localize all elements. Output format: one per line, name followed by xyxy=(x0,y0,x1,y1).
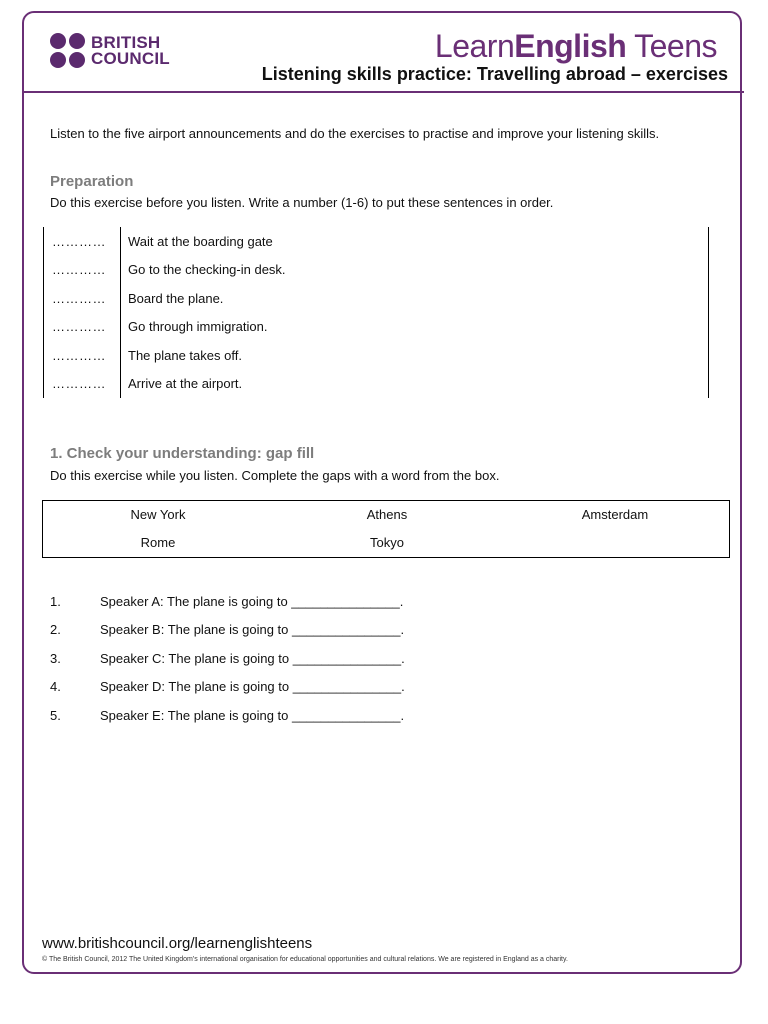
sentence-text: Go to the checking-in desk. xyxy=(128,262,286,277)
answer-blank[interactable]: ………… xyxy=(52,348,106,363)
question-text: Speaker E: The plane is going to _______________. xyxy=(100,708,405,723)
question-number: 5. xyxy=(50,708,61,723)
british-council-dots-icon xyxy=(50,33,85,68)
gap-fill-heading: 1. Check your understanding: gap fill xyxy=(50,445,315,462)
answer-blank[interactable]: ………… xyxy=(52,376,106,391)
document-title: Listening skills practice: Travelling abroad – exercises xyxy=(261,64,728,84)
word-option: New York xyxy=(130,507,186,522)
answer-blank[interactable]: ………… xyxy=(52,262,106,277)
question-text: Speaker C: The plane is going to _______________. xyxy=(100,651,405,666)
table-column-divider xyxy=(120,227,121,398)
page-frame xyxy=(22,11,742,974)
word-option: Athens xyxy=(366,507,408,522)
answer-blank[interactable]: ………… xyxy=(52,234,106,249)
header-divider xyxy=(22,91,744,93)
british-council-logo xyxy=(50,33,170,68)
footer-url[interactable]: www.britishcouncil.org/learnenglishteens xyxy=(42,935,313,952)
question-number: 4. xyxy=(50,679,61,694)
sentence-text: Board the plane. xyxy=(128,291,224,306)
logo-line-1: BRITISH xyxy=(91,32,161,52)
word-option: Rome xyxy=(140,535,176,550)
sentence-text: Wait at the boarding gate xyxy=(128,234,273,249)
sentence-text: Go through immigration. xyxy=(128,319,268,334)
question-text: Speaker B: The plane is going to _______________. xyxy=(100,622,405,637)
answer-blank[interactable]: ………… xyxy=(52,291,106,306)
question-text: Speaker A: The plane is going to _______________. xyxy=(100,594,404,609)
word-option: Amsterdam xyxy=(581,507,649,522)
question-number: 3. xyxy=(50,651,61,666)
sentence-text: The plane takes off. xyxy=(128,348,242,363)
gap-fill-instruction: Do this exercise while you listen. Complete the gaps with a word from the box. xyxy=(50,468,500,483)
word-box xyxy=(42,500,730,558)
preparation-heading: Preparation xyxy=(50,173,134,190)
intro-text: Listen to the five airport announcements and do the exercises to practise and improve your listening skills. xyxy=(50,126,660,141)
question-text: Speaker D: The plane is going to _______________. xyxy=(100,679,405,694)
answer-blank[interactable]: ………… xyxy=(52,319,106,334)
word-option: Tokyo xyxy=(370,535,404,550)
question-number: 1. xyxy=(50,594,61,609)
sentence-text: Arrive at the airport. xyxy=(128,376,243,391)
learnenglish-teens-logo: LearnEnglish Teens xyxy=(434,28,717,64)
question-number: 2. xyxy=(50,622,61,637)
footer-copyright: © The British Council, 2012 The United Kingdom’s international organisation for educational opportunities and cultural relations. We are registered in England as a charity. xyxy=(42,956,568,963)
preparation-instruction: Do this exercise before you listen. Write a number (1-6) to put these sentences in order. xyxy=(50,195,554,210)
logo-line-2: COUNCIL xyxy=(91,48,170,68)
ordering-table xyxy=(43,227,709,398)
